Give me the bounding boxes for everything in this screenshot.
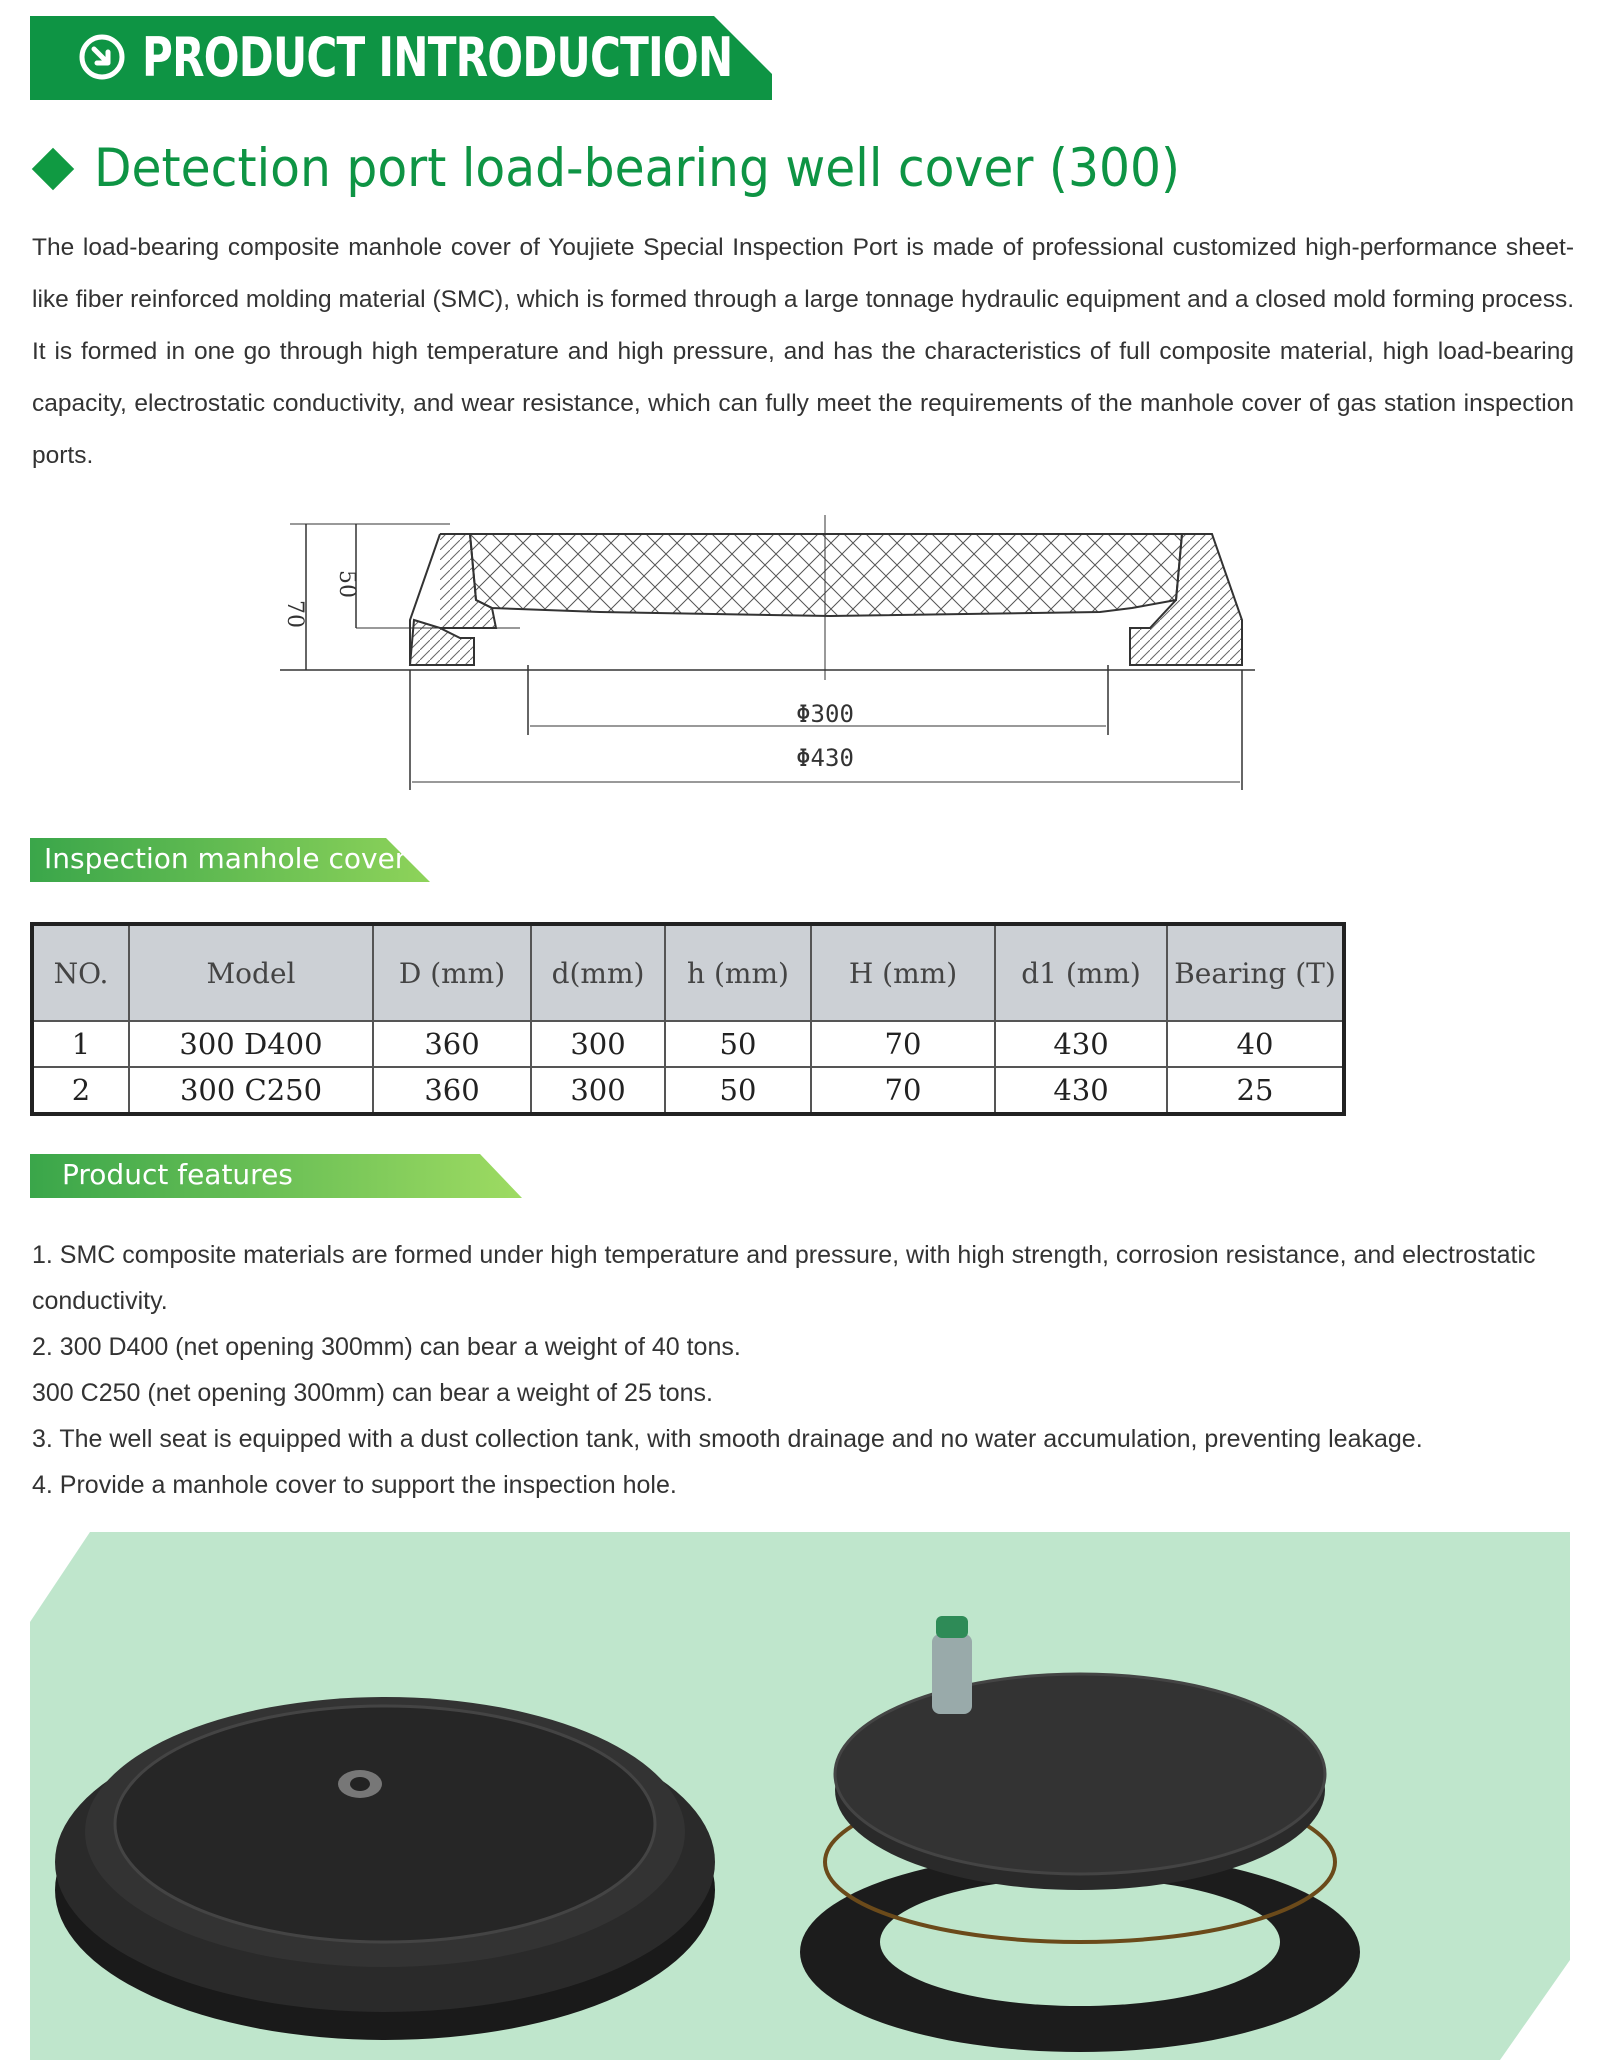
cell-no: 2 <box>32 1067 129 1114</box>
dim-50-label: 50 <box>334 570 359 598</box>
dim-h-label: 70 <box>282 600 307 628</box>
product-features-label: Product features <box>62 1158 293 1191</box>
product-photo <box>30 1532 1570 2060</box>
table-header-row <box>32 924 1344 1021</box>
cell-D: 360 <box>373 1021 531 1067</box>
header-model: Model <box>129 924 373 1021</box>
arrow-circle-icon <box>78 33 126 81</box>
product-title: Detection port load-bearing well cover (300) <box>94 138 1181 199</box>
cell-model: 300 C250 <box>129 1067 373 1114</box>
inspection-cover-tag <box>30 838 430 882</box>
intro-paragraph: The load-bearing composite manhole cover of Youjiete Special Inspection Port is made of professional customized high-performance sheet-like fiber reinforced molding material (SMC), which is formed through a large tonnage hydraulic equipment and a closed mold forming process. It is formed in one go through high temperature and high pressure, and has the characteristics of full composite material, high load-bearing capacity, electrostatic conductivity, and wear resistance, which can fully meet the requirements of the manhole cover of gas station inspection ports. <box>32 234 1574 469</box>
header-d1: d1 (mm) <box>995 924 1167 1021</box>
cell-H: 70 <box>811 1067 995 1114</box>
cell-h: 50 <box>665 1067 811 1114</box>
dim-inner-label: Φ300 <box>796 700 854 728</box>
table-row <box>32 1021 1344 1067</box>
header-D: D (mm) <box>373 924 531 1021</box>
diamond-bullet-icon <box>32 147 74 189</box>
header-no: NO. <box>32 924 129 1021</box>
feature-item: 2. 300 D400 (net opening 300mm) can bear a weight of 40 tons. <box>32 1333 741 1361</box>
feature-item: 3. The well seat is equipped with a dust collection tank, with smooth drainage and no water accumulation, preventing leakage. <box>32 1425 1423 1453</box>
spec-table <box>30 922 1346 1116</box>
cell-D: 360 <box>373 1067 531 1114</box>
feature-item: 300 C250 (net opening 300mm) can bear a weight of 25 tons. <box>32 1379 713 1407</box>
inspection-cover-label: Inspection manhole cover <box>44 842 407 875</box>
feature-item: 4. Provide a manhole cover to support the inspection hole. <box>32 1471 677 1499</box>
dim-outer-label: Φ430 <box>796 744 854 772</box>
header-bearing: Bearing (T) <box>1167 924 1344 1021</box>
cross-section-drawing <box>270 510 1270 800</box>
banner-title: PRODUCT INTRODUCTION <box>142 26 733 89</box>
product-features-tag <box>30 1154 522 1198</box>
cell-d1: 430 <box>995 1021 1167 1067</box>
cell-d: 300 <box>531 1021 665 1067</box>
manhole-cover-illustration <box>30 1532 1570 2060</box>
cell-d: 300 <box>531 1067 665 1114</box>
cell-no: 1 <box>32 1021 129 1067</box>
cell-H: 70 <box>811 1021 995 1067</box>
features-list <box>32 1232 1592 1508</box>
product-introduction-banner <box>30 16 772 100</box>
cell-bearing: 40 <box>1167 1021 1344 1067</box>
header-d: d(mm) <box>531 924 665 1021</box>
cell-h: 50 <box>665 1021 811 1067</box>
product-heading <box>28 138 1274 199</box>
header-h: h (mm) <box>665 924 811 1021</box>
header-H: H (mm) <box>811 924 995 1021</box>
cell-bearing: 25 <box>1167 1067 1344 1114</box>
cell-model: 300 D400 <box>129 1021 373 1067</box>
feature-item: 1. SMC composite materials are formed under high temperature and pressure, with high strength, corrosion resistance, and electrostatic conductivity. <box>32 1241 1536 1315</box>
table-row <box>32 1067 1344 1114</box>
cell-d1: 430 <box>995 1067 1167 1114</box>
